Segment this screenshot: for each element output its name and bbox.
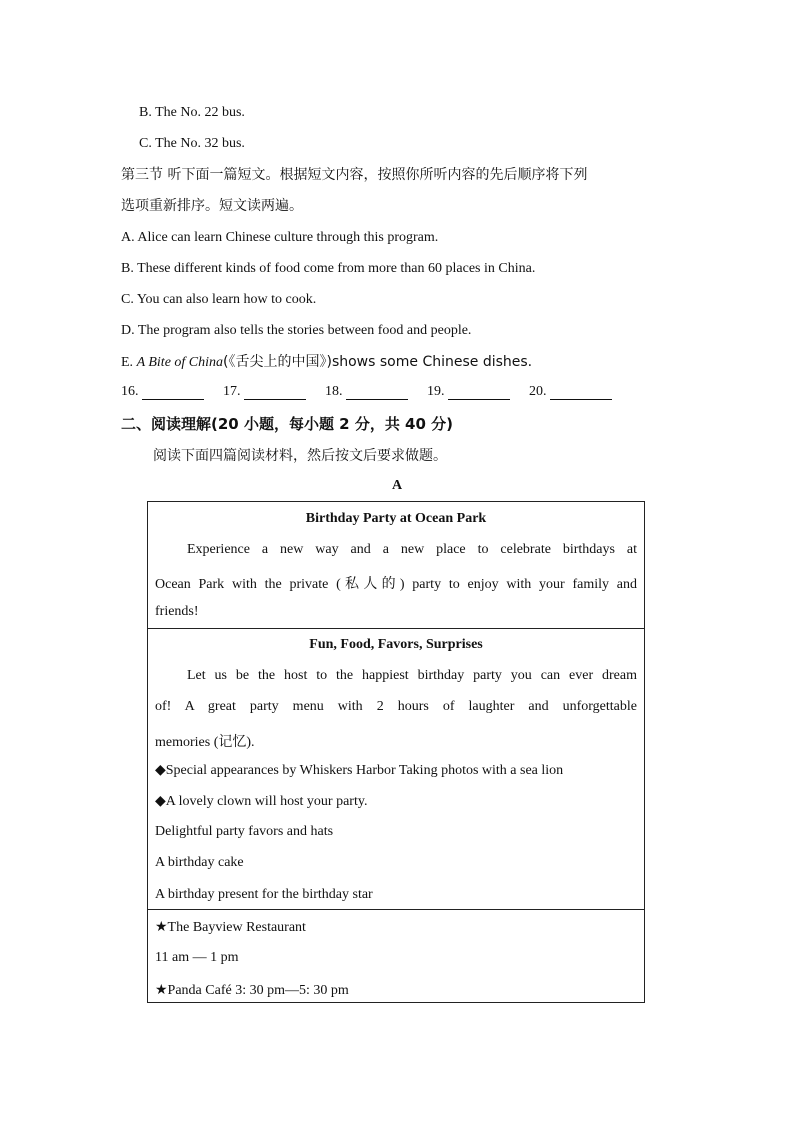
bullet-clown: ◆A lovely clown will host your party. xyxy=(155,794,368,809)
blank-19[interactable]: 19. xyxy=(427,384,510,400)
reading-heading: 二、阅读理解(20 小题，每小题 2 分，共 40 分) xyxy=(121,415,454,433)
list-birthday-cake: A birthday cake xyxy=(155,855,244,870)
blank-20[interactable]: 20. xyxy=(529,384,612,400)
features-line2: of! A great party menu with 2 hours of laughter and unforgettable xyxy=(155,699,637,714)
venue-bayview-time: 11 am — 1 pm xyxy=(155,950,239,965)
features-line1: Let us be the host to the happiest birthday party you can ever dream xyxy=(187,668,637,683)
ad-section-features xyxy=(148,629,644,910)
item-a: A. Alice can learn Chinese culture through this program. xyxy=(121,230,439,245)
features-title: Fun, Food, Favors, Surprises xyxy=(309,637,483,652)
list-party-favors: Delightful party favors and hats xyxy=(155,824,334,839)
ad-title: Birthday Party at Ocean Park xyxy=(305,511,487,526)
ad-section-venues xyxy=(148,910,644,1002)
option-b: B. The No. 22 bus. xyxy=(139,105,245,120)
venue-panda-cafe: ★Panda Café 3: 30 pm—5: 30 pm xyxy=(155,983,349,998)
item-e-prefix: E. xyxy=(121,355,137,370)
blank-18[interactable]: 18. xyxy=(325,384,408,400)
item-e-title: A Bite of China xyxy=(136,355,224,370)
item-c: C. You can also learn how to cook. xyxy=(121,292,317,307)
ad-box xyxy=(147,501,645,1003)
ad-intro-line1: Experience a new way and a new place to celebrate birthdays at xyxy=(187,542,637,557)
item-b: B. These different kinds of food come from more than 60 places in China. xyxy=(121,261,536,276)
list-birthday-present: A birthday present for the birthday star xyxy=(155,887,373,902)
section3-heading-line1: 第三节 听下面一篇短文。根据短文内容，按照你所听内容的先后顺序将下列 xyxy=(121,167,588,183)
reading-instruction: 阅读下面四篇阅读材料，然后按文后要求做题。 xyxy=(153,448,447,464)
item-e-rest: (《舌尖上的中国》)shows some Chinese dishes. xyxy=(223,354,533,370)
item-e xyxy=(121,353,532,372)
features-line3: memories (记忆). xyxy=(155,735,255,750)
blank-16[interactable]: 16. xyxy=(121,384,204,400)
ad-intro-line3: friends! xyxy=(155,604,199,619)
blank-17[interactable]: 17. xyxy=(223,384,306,400)
bullet-special-appearances: ◆Special appearances by Whiskers Harbor Taking photos with a sea lion xyxy=(155,763,564,778)
answer-blanks xyxy=(121,384,628,400)
ad-intro-line2: Ocean Park with the private (私人的) party to enjoy with your family and xyxy=(155,577,637,592)
option-c: C. The No. 32 bus. xyxy=(139,136,245,151)
venue-bayview: ★The Bayview Restaurant xyxy=(155,920,306,935)
item-d: D. The program also tells the stories between food and people. xyxy=(121,323,472,338)
passage-letter: A xyxy=(391,478,403,493)
ad-section-intro xyxy=(148,502,644,629)
section3-heading-line2: 选项重新排序。短文读两遍。 xyxy=(121,198,303,214)
